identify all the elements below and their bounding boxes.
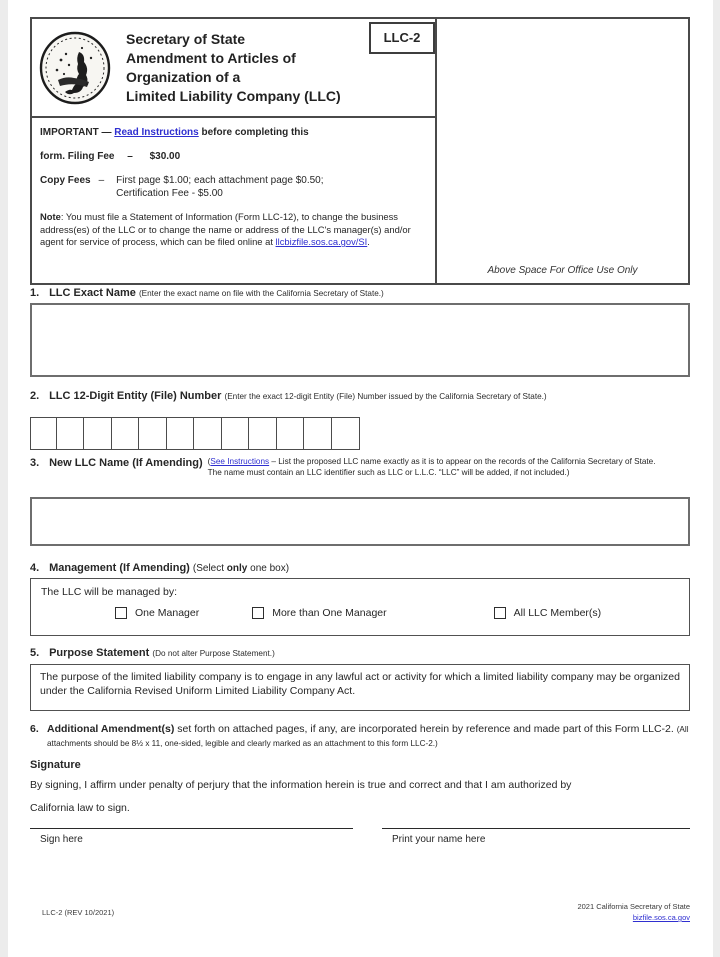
section6-title: Additional Amendment(s)	[47, 723, 175, 735]
office-use-only-label: Above Space For Office Use Only	[487, 265, 638, 276]
entity-digit-cell[interactable]	[111, 417, 140, 450]
management-box	[30, 578, 690, 636]
note-text: : You must file a Statement of Information (Form LLC-12), to change the business address(es) of the LLC or to change the name or address of the LLC's manager(s) and/or agent for service of process, which can be filed online at	[40, 211, 411, 248]
important-line	[40, 127, 427, 139]
one-manager-checkbox[interactable]	[115, 607, 127, 619]
more-than-one-manager-label: More than One Manager	[272, 607, 387, 619]
fee-sentence-end: form.	[40, 151, 65, 162]
instructions-block	[32, 118, 435, 249]
purpose-statement-box: The purpose of the limited liability company is to engage in any lawful act or activity for which a limited liability company may be organized under the California Revised Uniform Limited Liability Company Act.	[30, 664, 690, 711]
section3-title: New LLC Name (If Amending)	[49, 457, 203, 469]
entity-digit-cell[interactable]	[248, 417, 277, 450]
title-agency: Secretary of State	[126, 30, 246, 47]
footer-revision: LLC-2 (REV 10/2021)	[42, 908, 115, 917]
section2-title: LLC 12-Digit Entity (File) Number	[49, 390, 222, 402]
section6-hint: (All attachments should be 8½ x 11, one-sided, legible and clearly marked as an attachment to this form LLC-2.)	[47, 725, 689, 748]
section1-label	[30, 287, 384, 299]
entity-digit-cell[interactable]	[303, 417, 332, 450]
management-options	[41, 607, 679, 619]
signature-statement-line2: California law to sign.	[30, 802, 130, 814]
page-edge-right	[713, 0, 720, 957]
section2-number: 2.	[30, 390, 40, 402]
form-title	[126, 30, 341, 106]
section1-number: 1.	[30, 287, 40, 299]
copy-fees-text	[116, 175, 323, 200]
section3-number: 3.	[30, 457, 40, 469]
managed-by-label: The LLC will be managed by:	[41, 586, 177, 598]
section2-label	[30, 390, 547, 402]
section4-hint-post: one box)	[247, 563, 290, 574]
entity-digit-cell[interactable]	[276, 417, 305, 450]
print-name-line[interactable]	[382, 828, 690, 829]
section5-hint: (Do not alter Purpose Statement.)	[152, 649, 275, 658]
important-label: IMPORTANT —	[40, 127, 112, 138]
bizfile-link[interactable]: bizfile.sos.ca.gov	[632, 913, 690, 922]
section4-label	[30, 562, 289, 574]
copy-fees-label: Copy Fees	[40, 175, 91, 186]
copy-fees-line2: Certification Fee - $5.00	[116, 187, 223, 199]
section1-hint: (Enter the exact name on file with the California Secretary of State.)	[138, 289, 384, 298]
footer-right	[577, 901, 690, 923]
section4-hint-only: only	[226, 563, 248, 574]
option-one-manager[interactable]	[115, 607, 199, 619]
page-edge-left	[0, 0, 8, 957]
filing-fee-label: Filing Fee	[67, 151, 115, 162]
entity-digit-cell[interactable]	[83, 417, 112, 450]
filing-fee-line	[40, 151, 427, 163]
section6-number: 6.	[30, 723, 39, 735]
section4-title: Management (If Amending)	[49, 562, 190, 574]
section1-title: LLC Exact Name	[49, 287, 136, 299]
entity-digit-cell[interactable]	[221, 417, 250, 450]
section6-paragraph	[30, 723, 692, 750]
sign-here-line[interactable]	[30, 828, 353, 829]
llcbizfile-link[interactable]: llcbizfile.sos.ca.gov/SI	[275, 236, 368, 248]
header-left-column	[32, 19, 437, 283]
note-label: Note	[40, 211, 61, 222]
sign-here-label: Sign here	[40, 834, 83, 845]
section4-number: 4.	[30, 562, 40, 574]
section3-hint-open: (	[207, 457, 211, 466]
section3-title-wrap	[30, 457, 203, 469]
section5-number: 5.	[30, 647, 40, 659]
copy-fees-line	[40, 175, 427, 200]
option-all-llc-members[interactable]	[494, 607, 602, 619]
all-llc-members-label: All LLC Member(s)	[513, 607, 602, 619]
more-than-one-manager-checkbox[interactable]	[252, 607, 264, 619]
entity-number-row	[30, 417, 360, 450]
section3-hint-text: – List the proposed LLC name exactly as it is to appear on the records of the California Secretary of State. The name must contain an LLC identifier such as LLC or L.L.C. “LLC” will be added, if not included.)	[207, 457, 656, 477]
one-manager-label: One Manager	[135, 607, 200, 619]
note-paragraph	[40, 211, 425, 249]
form-code-badge: LLC-2	[369, 22, 435, 54]
title-line-2: Organization of a	[126, 68, 241, 85]
see-instructions-link[interactable]: See Instructions	[210, 457, 270, 466]
section5-title: Purpose Statement	[49, 647, 150, 659]
all-llc-members-checkbox[interactable]	[494, 607, 506, 619]
signature-statement-line1: By signing, I affirm under penalty of perjury that the information herein is true and correct and that I am authorized by	[30, 779, 572, 791]
section4-hint-pre: (Select	[192, 563, 227, 574]
section6-body: set forth on attached pages, if any, are incorporated herein by reference and made part of this Form LLC-2.	[174, 723, 677, 735]
copy-fees-line1: First page $1.00; each attachment page $0.50;	[116, 175, 324, 186]
section4-hint	[193, 563, 289, 574]
california-great-seal-icon	[38, 30, 112, 106]
option-more-than-one-manager[interactable]	[252, 607, 386, 619]
section3-label	[30, 457, 692, 478]
title-line-1: Amendment to Articles of	[126, 49, 296, 66]
title-line-3: Limited Liability Company (LLC)	[126, 87, 341, 104]
print-name-label: Print your name here	[392, 834, 486, 845]
header-box	[30, 17, 690, 285]
footer-copyright: 2021 California Secretary of State	[577, 902, 690, 911]
copy-fees-dash: –	[98, 175, 105, 186]
new-llc-name-input[interactable]	[30, 497, 690, 546]
entity-digit-cell[interactable]	[331, 417, 360, 450]
section3-hint	[208, 457, 658, 478]
note-period: .	[367, 236, 370, 248]
entity-digit-cell[interactable]	[138, 417, 167, 450]
entity-digit-cell[interactable]	[56, 417, 85, 450]
entity-digit-cell[interactable]	[30, 417, 58, 450]
entity-digit-cell[interactable]	[193, 417, 222, 450]
filing-fee-value: $30.00	[149, 151, 181, 162]
entity-digit-cell[interactable]	[166, 417, 195, 450]
signature-heading: Signature	[30, 759, 81, 771]
llc-exact-name-input[interactable]	[30, 303, 690, 377]
section5-label	[30, 647, 275, 659]
read-instructions-link[interactable]: Read Instructions	[114, 127, 199, 138]
section2-hint: (Enter the exact 12-digit Entity (File) Number issued by the California Secretary of State.)	[224, 392, 547, 401]
important-suffix: before completing this	[201, 127, 309, 138]
filing-fee-dash: –	[127, 151, 133, 162]
